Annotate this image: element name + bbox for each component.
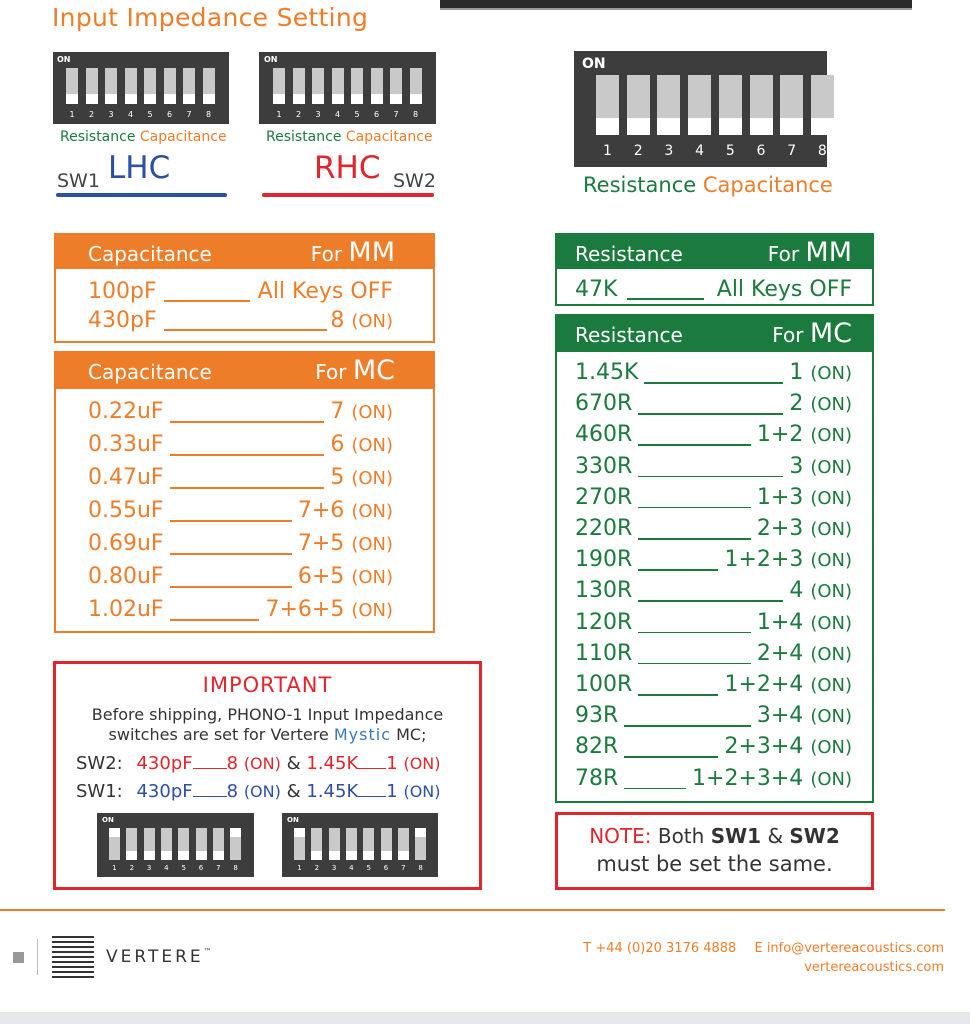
note-line2: must be set the same. bbox=[596, 852, 833, 876]
table-row-setting: 7+5 (ON) bbox=[297, 531, 393, 556]
table-row: 430pF bbox=[88, 308, 157, 333]
note-line1: NOTE: Both SW1 & SW2 bbox=[589, 824, 840, 848]
capacitance-mc-table bbox=[54, 351, 435, 633]
sw1-sublabel bbox=[60, 129, 227, 145]
dip-switch-sw2 bbox=[259, 52, 436, 124]
switch-4 bbox=[332, 68, 344, 104]
switch-number: 7 bbox=[216, 864, 221, 872]
switch-knob bbox=[627, 118, 650, 135]
switch-knob bbox=[657, 118, 680, 135]
resistance-mc-table bbox=[555, 314, 874, 803]
switch-number: 4 bbox=[334, 110, 341, 119]
switch-6 bbox=[371, 68, 383, 104]
on-label: ON bbox=[57, 55, 71, 64]
switch-number: 2 bbox=[314, 864, 320, 872]
switch-number: 3 bbox=[331, 864, 337, 872]
switch-knob bbox=[332, 94, 344, 104]
important-line2: switches are set for Vertere Mystic MC; bbox=[108, 725, 427, 744]
table-row-setting: 6 (ON) bbox=[330, 432, 393, 457]
switch-4 bbox=[125, 68, 137, 104]
table-row-setting: 1+2+3 (ON) bbox=[724, 547, 852, 573]
switch-number: 4 bbox=[127, 110, 134, 119]
on-label: ON bbox=[264, 55, 278, 64]
leader-line bbox=[638, 663, 751, 665]
footer-separator bbox=[37, 939, 38, 975]
switch-knob bbox=[203, 94, 215, 104]
important-line1: Before shipping, PHONO-1 Input Impedance bbox=[91, 705, 444, 724]
leader-line bbox=[644, 382, 783, 384]
resistance-label: Resistance bbox=[583, 173, 697, 197]
table-row-setting: 4 (ON) bbox=[789, 578, 852, 604]
switch-2 bbox=[293, 68, 305, 104]
table-row-setting: 1+3 (ON) bbox=[756, 484, 852, 510]
table-row: 670R bbox=[575, 391, 633, 417]
switch-number: 1 bbox=[69, 110, 75, 119]
sw2-label: SW2 bbox=[393, 170, 436, 192]
table-row: 190R bbox=[575, 547, 633, 573]
sw2-sublabel bbox=[266, 129, 433, 145]
leader-line bbox=[638, 413, 783, 415]
switch-5 bbox=[719, 75, 742, 135]
switch-number: 4 bbox=[695, 143, 705, 159]
footer-divider bbox=[0, 909, 945, 911]
phone-text: T +44 (0)20 3176 4888 bbox=[583, 941, 737, 956]
switch-number: 8 bbox=[412, 110, 419, 119]
leader-line bbox=[638, 538, 751, 540]
brand-name: VERTERE™ bbox=[106, 947, 212, 967]
switch-number: 3 bbox=[315, 110, 321, 119]
table-row-setting: 1+2+3+4 (ON) bbox=[692, 765, 852, 791]
table-row: 1.02uF bbox=[88, 597, 164, 622]
table-row-setting: 2 (ON) bbox=[789, 391, 852, 417]
table-row-setting: 7 (ON) bbox=[330, 399, 393, 424]
sw1-preset-line: SW1: 430pF 8 (ON) & 1.45K 1 (ON) bbox=[76, 781, 441, 802]
switch-8 bbox=[410, 68, 422, 104]
switch-knob bbox=[293, 94, 305, 104]
table-row: 220R bbox=[575, 516, 633, 541]
switch-knob bbox=[273, 94, 285, 104]
switch-number: 3 bbox=[664, 143, 674, 159]
leader-line bbox=[627, 298, 704, 300]
table-row-setting: 7+6+5 (ON) bbox=[265, 597, 393, 622]
resistance-label: Resistance bbox=[60, 129, 136, 145]
leader-line bbox=[170, 619, 259, 621]
leader-line bbox=[170, 586, 292, 588]
leader-line bbox=[638, 507, 751, 509]
table-row: 1.45K bbox=[575, 360, 639, 385]
leader-line bbox=[638, 600, 783, 602]
switch-number: 5 bbox=[181, 864, 186, 872]
switch-number: 7 bbox=[186, 110, 192, 119]
switch-number: 1 bbox=[112, 864, 117, 872]
table-row-setting: All Keys OFF bbox=[257, 279, 393, 304]
header-mode: For MC bbox=[315, 355, 395, 386]
note-box bbox=[555, 812, 874, 890]
switch-1 bbox=[273, 68, 285, 104]
on-label: ON bbox=[102, 816, 114, 824]
switch-knob bbox=[780, 118, 803, 135]
switch-number: 2 bbox=[295, 110, 302, 119]
leader-line bbox=[164, 329, 327, 331]
switch-6 bbox=[750, 75, 773, 135]
footer-square-icon bbox=[13, 952, 24, 963]
switch-number: 1 bbox=[297, 864, 302, 872]
table-row: 120R bbox=[575, 609, 633, 635]
header-title: Resistance bbox=[575, 323, 683, 347]
switch-number: 6 bbox=[198, 864, 204, 872]
table-row-setting: 5 (ON) bbox=[330, 465, 393, 490]
bottom-strip bbox=[0, 1012, 970, 1024]
capacitance-label: Capacitance bbox=[139, 129, 227, 145]
leader-line bbox=[638, 632, 751, 634]
switch-number: 5 bbox=[354, 110, 360, 119]
switch-5 bbox=[144, 68, 156, 104]
dip-switch-diagram bbox=[574, 51, 827, 167]
capacitance-label: Capacitance bbox=[702, 173, 833, 197]
switch-number: 2 bbox=[129, 864, 135, 872]
leader-line bbox=[638, 476, 783, 478]
email-link[interactable]: E info@vertereacoustics.com bbox=[754, 941, 944, 956]
switch-knob bbox=[596, 118, 619, 135]
switch-number: 6 bbox=[383, 864, 389, 872]
contact-line bbox=[583, 941, 944, 956]
switch-knob bbox=[688, 118, 711, 135]
switch-5 bbox=[351, 68, 363, 104]
switch-knob bbox=[86, 94, 98, 104]
table-row-setting: All Keys OFF bbox=[716, 277, 852, 302]
switch-number: 1 bbox=[603, 143, 612, 159]
table-header bbox=[557, 235, 872, 269]
leader-line bbox=[638, 694, 718, 696]
switch-7 bbox=[183, 68, 195, 104]
switch-number: 6 bbox=[373, 110, 380, 119]
table-row-setting: 8 (ON) bbox=[330, 308, 393, 333]
leader-line bbox=[170, 553, 292, 555]
table-row-setting: 3+4 (ON) bbox=[756, 703, 852, 729]
resistance-label: Resistance bbox=[266, 129, 342, 145]
switch-knob bbox=[811, 118, 834, 135]
table-row: 130R bbox=[575, 578, 633, 604]
switch-knob bbox=[183, 94, 195, 104]
table-row-setting: 1+2+4 (ON) bbox=[724, 672, 852, 697]
leader-line bbox=[624, 725, 751, 727]
vertere-logo-icon bbox=[52, 936, 94, 978]
switch-knob bbox=[66, 94, 78, 104]
diagram-sublabel bbox=[583, 173, 833, 197]
table-row: 330R bbox=[575, 453, 633, 479]
switch-knob bbox=[164, 94, 176, 104]
table-header bbox=[56, 235, 433, 269]
switch-number: 6 bbox=[166, 110, 173, 119]
table-row-setting: 2+3 (ON) bbox=[756, 516, 852, 541]
switch-number: 5 bbox=[366, 864, 371, 872]
website-link[interactable]: vertereacoustics.com bbox=[804, 960, 944, 975]
table-row-setting: 2+3+4 (ON) bbox=[724, 734, 852, 760]
switch-3 bbox=[657, 75, 680, 135]
table-row: 110R bbox=[575, 640, 633, 666]
switch-number: 5 bbox=[725, 143, 735, 159]
leader-line bbox=[638, 444, 751, 446]
leader-line bbox=[170, 487, 324, 489]
switch-knob bbox=[371, 94, 383, 104]
switch-2 bbox=[627, 75, 650, 135]
table-row: 0.47uF bbox=[88, 465, 164, 490]
table-row-setting: 1+4 (ON) bbox=[756, 609, 852, 635]
switch-number: 7 bbox=[401, 864, 406, 872]
switch-number: 4 bbox=[164, 864, 169, 872]
table-row: 100pF bbox=[88, 279, 157, 304]
table-row: 460R bbox=[575, 422, 633, 448]
table-row: 0.22uF bbox=[88, 399, 164, 424]
header-title: Capacitance bbox=[88, 360, 212, 384]
leader-line bbox=[638, 569, 718, 571]
switch-number: 8 bbox=[817, 143, 827, 159]
switch-7 bbox=[780, 75, 803, 135]
lhc-label: LHC bbox=[108, 150, 171, 186]
on-label: ON bbox=[287, 816, 299, 824]
switch-3 bbox=[105, 68, 117, 104]
sw2-preset-line: SW2: 430pF 8 (ON) & 1.45K 1 (ON) bbox=[76, 753, 441, 774]
rhc-label: RHC bbox=[314, 150, 381, 186]
header-title: Capacitance bbox=[88, 242, 212, 266]
switch-number: 3 bbox=[146, 864, 152, 872]
dip-switch-sw1 bbox=[53, 52, 229, 124]
switch-knob bbox=[719, 118, 742, 135]
switch-number: 5 bbox=[147, 110, 153, 119]
switch-knob bbox=[390, 94, 402, 104]
switch-8 bbox=[203, 68, 215, 104]
table-row-setting: 2+4 (ON) bbox=[756, 640, 852, 666]
switch-8 bbox=[811, 75, 834, 135]
switch-knob bbox=[750, 118, 773, 135]
table-row-setting: 1 (ON) bbox=[789, 360, 852, 385]
switch-knob bbox=[144, 94, 156, 104]
leader-line bbox=[624, 756, 718, 758]
table-row: 93R bbox=[575, 703, 619, 729]
switch-number: 8 bbox=[233, 864, 238, 872]
table-row: 82R bbox=[575, 734, 619, 760]
table-row-setting: 3 (ON) bbox=[789, 453, 852, 479]
table-row: 0.69uF bbox=[88, 531, 164, 556]
switch-number: 8 bbox=[205, 110, 212, 119]
on-label: ON bbox=[582, 56, 606, 72]
table-row: 100R bbox=[575, 672, 633, 697]
rhc-underline bbox=[262, 193, 434, 197]
lhc-underline bbox=[56, 193, 227, 197]
table-row: 78R bbox=[575, 765, 619, 791]
table-row: 270R bbox=[575, 484, 633, 510]
switch-number: 2 bbox=[88, 110, 95, 119]
top-image-edge bbox=[440, 0, 912, 10]
leader-line bbox=[170, 454, 324, 456]
important-title: IMPORTANT bbox=[202, 673, 333, 697]
switch-number: 4 bbox=[349, 864, 354, 872]
table-header bbox=[56, 353, 433, 389]
switch-number: 6 bbox=[756, 143, 766, 159]
leader-line bbox=[170, 520, 292, 522]
switch-knob bbox=[125, 94, 137, 104]
switch-knob bbox=[410, 94, 422, 104]
switch-number: 3 bbox=[108, 110, 114, 119]
switch-3 bbox=[312, 68, 324, 104]
table-header bbox=[557, 316, 872, 352]
table-row-setting: 1+2 (ON) bbox=[756, 422, 852, 448]
switch-6 bbox=[164, 68, 176, 104]
header-title: Resistance bbox=[575, 242, 683, 266]
header-mode: For MM bbox=[767, 237, 852, 268]
leader-line bbox=[170, 421, 324, 423]
table-row: 0.80uF bbox=[88, 564, 164, 589]
switch-4 bbox=[688, 75, 711, 135]
important-box bbox=[53, 661, 482, 890]
switch-7 bbox=[390, 68, 402, 104]
leader-line bbox=[164, 300, 250, 302]
capacitance-label: Capacitance bbox=[345, 129, 433, 145]
table-row-setting: 6+5 (ON) bbox=[297, 564, 393, 589]
sw1-label: SW1 bbox=[57, 170, 100, 192]
table-row: 47K bbox=[575, 277, 618, 302]
switch-number: 2 bbox=[633, 143, 643, 159]
switch-knob bbox=[312, 94, 324, 104]
table-row: 0.55uF bbox=[88, 498, 164, 523]
header-mode: For MC bbox=[772, 318, 852, 349]
switch-number: 8 bbox=[418, 864, 423, 872]
switch-1 bbox=[66, 68, 78, 104]
table-row-setting: 7+6 (ON) bbox=[297, 498, 393, 523]
resistance-mm-table bbox=[555, 233, 874, 306]
table-row: 0.33uF bbox=[88, 432, 164, 457]
switch-number: 1 bbox=[276, 110, 282, 119]
switch-number: 7 bbox=[393, 110, 399, 119]
switch-2 bbox=[86, 68, 98, 104]
header-mode: For MM bbox=[310, 237, 395, 268]
capacitance-mm-table bbox=[54, 233, 435, 343]
switch-knob bbox=[351, 94, 363, 104]
leader-line bbox=[624, 788, 686, 790]
switch-number: 7 bbox=[787, 143, 797, 159]
switch-1 bbox=[596, 75, 619, 135]
switch-knob bbox=[105, 94, 117, 104]
page-title: Input Impedance Setting bbox=[52, 3, 369, 32]
